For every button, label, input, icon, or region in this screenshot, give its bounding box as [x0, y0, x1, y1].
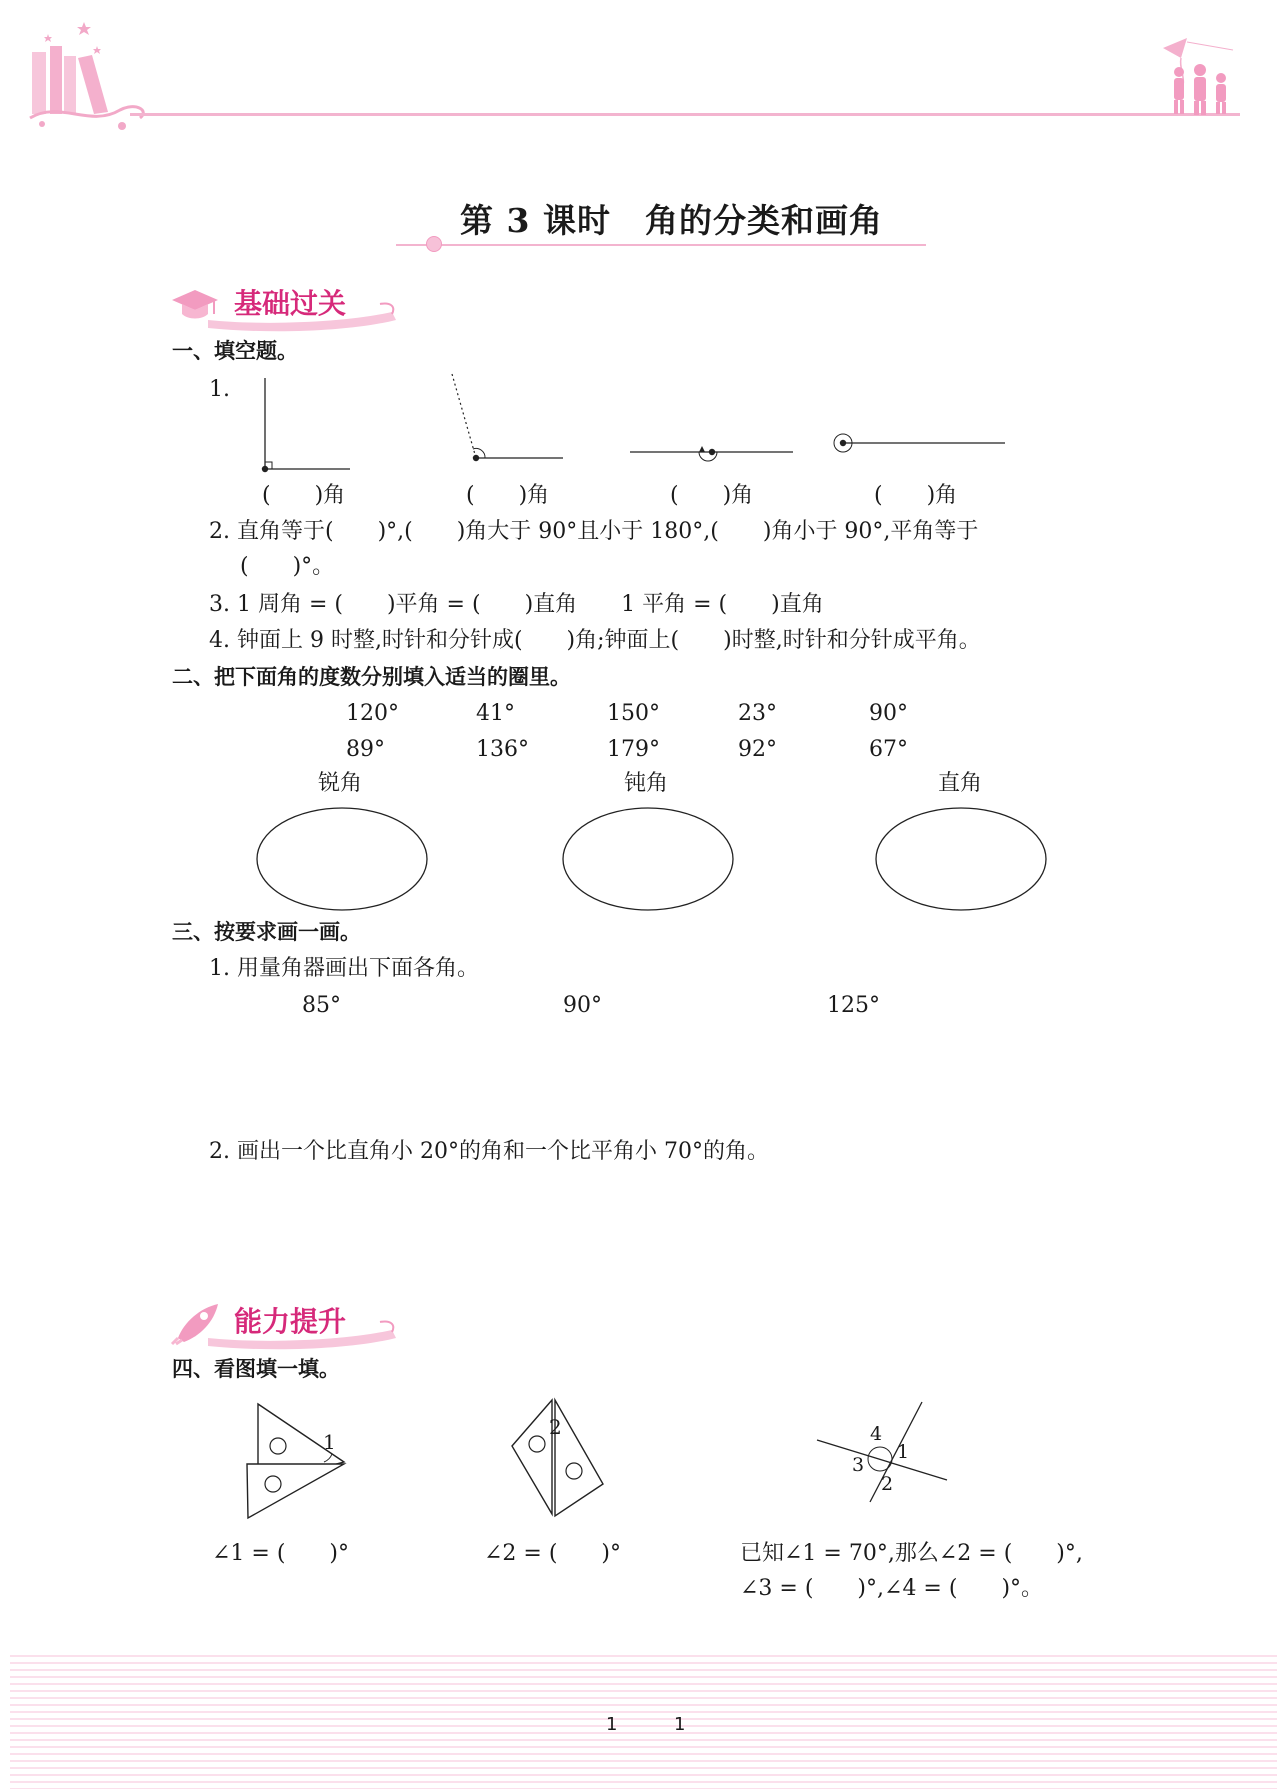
- section-badge-basic: [168, 282, 398, 328]
- figure2-angle-label: 2: [549, 1415, 562, 1439]
- figure3-label-2: 2: [881, 1473, 894, 1495]
- answer-ovals: [0, 805, 1287, 915]
- draw-q2-text: 2. 画出一个比直角小 20°的角和一个比平角小 70°的角。: [209, 1139, 769, 1164]
- title-underline-dot: [426, 236, 442, 252]
- degree-value: 92°: [738, 737, 777, 762]
- answer-angle-2: ∠2 = ( )°: [484, 1541, 622, 1566]
- straight-angle-figure: [630, 446, 793, 461]
- section-badge-advanced: [168, 1300, 398, 1346]
- section1-heading: 一、填空题。: [172, 339, 298, 363]
- draw-angle-value: 85°: [302, 993, 341, 1018]
- degree-value: 150°: [607, 701, 660, 726]
- acute-answer-oval: [257, 808, 427, 910]
- page-number-digit: 1: [606, 1714, 618, 1735]
- graduation-cap-icon: [170, 284, 220, 324]
- rocket-icon: [170, 1300, 222, 1344]
- degree-value: 136°: [476, 737, 529, 762]
- lesson-number: 第 3 课时: [460, 201, 611, 240]
- set-square-figure-1: [240, 1398, 380, 1528]
- degree-value: 120°: [346, 701, 399, 726]
- figure3-label-4: 4: [870, 1423, 883, 1445]
- category-label-acute: 锐角: [318, 771, 363, 796]
- q1-blank-4: ( )角: [874, 483, 958, 508]
- page-number-digit: 1: [674, 1714, 686, 1735]
- degree-value: 23°: [738, 701, 777, 726]
- section4-heading: 四、看图填一填。: [172, 1357, 340, 1381]
- q1-blank-1: ( )角: [262, 483, 346, 508]
- right-answer-oval: [876, 808, 1046, 910]
- q1-number: 1.: [209, 377, 230, 402]
- draw-q1-text: 1. 用量角器画出下面各角。: [209, 956, 479, 981]
- obtuse-answer-oval: [563, 808, 733, 910]
- degree-value: 90°: [869, 701, 908, 726]
- q1-angle-figures: [0, 370, 1287, 470]
- title-underline: [396, 244, 926, 246]
- category-label-obtuse: 钝角: [624, 771, 669, 796]
- q1-blank-2: ( )角: [466, 483, 550, 508]
- answer-angle-3-line1: 已知∠1 = 70°,那么∠2 = ( )°,: [740, 1541, 1083, 1566]
- q3-text: 3. 1 周角 = ( )平角 = ( )直角 1 平角 = ( )直角: [209, 592, 824, 617]
- round-angle-figure: [834, 434, 1005, 452]
- answer-angle-1: ∠1 = ( )°: [212, 1541, 350, 1566]
- figure3-label-3: 3: [852, 1454, 865, 1476]
- q2-line1: 2. 直角等于( )°,( )角大于 90°且小于 180°,( )角小于 90°,平角等于: [209, 519, 979, 544]
- figure3-label-1: 1: [897, 1441, 910, 1463]
- degree-value: 179°: [607, 737, 660, 762]
- page-title: 角的分类和画角: [645, 201, 883, 240]
- draw-angle-value: 125°: [827, 993, 880, 1018]
- draw-angle-value: 90°: [563, 993, 602, 1018]
- section2-heading: 二、把下面角的度数分别填入适当的圈里。: [172, 665, 571, 689]
- right-angle-figure: [262, 378, 350, 472]
- q1-blank-3: ( )角: [670, 483, 754, 508]
- badge-advanced-label: 能力提升: [234, 1305, 347, 1338]
- degree-value: 89°: [346, 737, 385, 762]
- answer-angle-3-line2: ∠3 = ( )°,∠4 = ( )°。: [740, 1576, 1044, 1601]
- kids-kite-icon: [1155, 20, 1255, 120]
- degree-value: 67°: [869, 737, 908, 762]
- degree-value: 41°: [476, 701, 515, 726]
- header-rule: [130, 113, 1240, 116]
- obtuse-angle-figure: [452, 374, 563, 461]
- q2-line2: ( )°。: [240, 554, 335, 579]
- header-decoration: [0, 0, 1287, 135]
- footer-band: [10, 1655, 1277, 1789]
- q4-text: 4. 钟面上 9 时整,时针和分针成( )角;钟面上( )时整,时针和分针成平角。: [209, 628, 981, 653]
- badge-basic-label: 基础过关: [234, 287, 347, 320]
- section3-heading: 三、按要求画一画。: [172, 920, 361, 944]
- category-label-right: 直角: [938, 771, 983, 796]
- figure1-angle-label: 1: [323, 1430, 336, 1454]
